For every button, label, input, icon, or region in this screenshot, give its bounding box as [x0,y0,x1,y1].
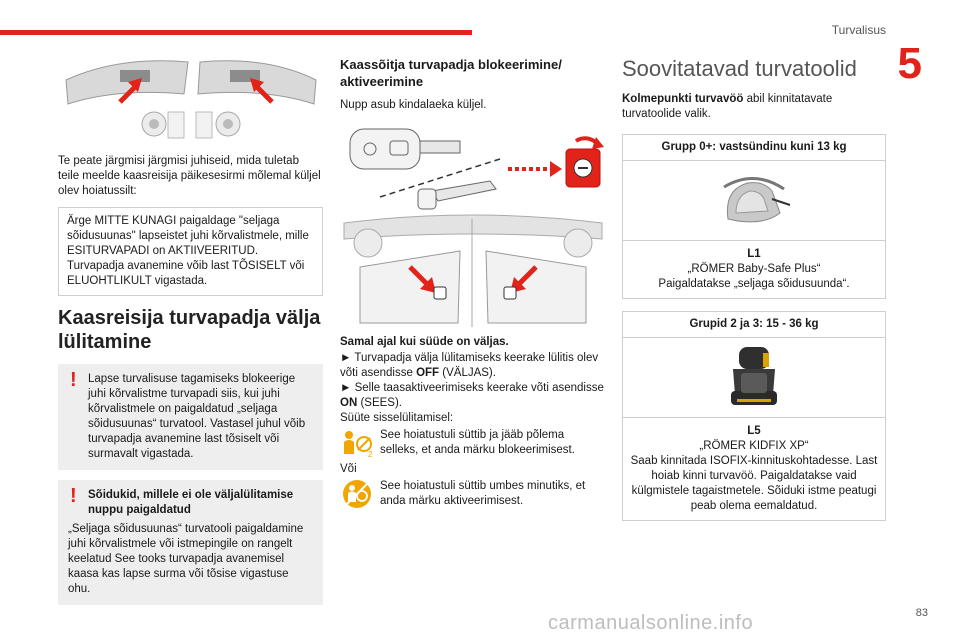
step-activate-c: (SEES). [357,397,402,409]
warning-light-off-text: See hoiatustuli süttib ja jääb põlema selleks, et anda märku blokeerimisest. [380,429,575,456]
seat-details [623,241,885,298]
step-deactivate-a: ► Turvapadja välja lülitamiseks keerake lülitis olev võti asendisse [340,352,599,379]
seat-name: „RÖMER Baby-Safe Plus“ [687,263,821,275]
booster-seat-image [719,343,789,413]
seat-image-cell [623,338,885,418]
seat-name: „RÖMER KIDFIX XP“ [699,440,809,452]
airbag-on-warning-icon [340,479,374,509]
key-switch-illustration [340,119,605,331]
intro-text: Te peate järgmisi järgmisi juhiseid, mida tuletab teile meelde kaasreisija päikesesirmi mõlemal küljel olev hoiatussilt: [58,155,321,197]
intro-rest: abil kinnitatavate turvatoolide valik. [622,93,833,120]
column-middle [340,48,605,513]
warning-light-on-row [340,479,605,509]
header-accent-bar [0,30,472,35]
step-activate-on: ON [340,397,358,409]
svg-text:2: 2 [368,450,373,458]
baby-carrier-seat-image [714,169,794,233]
seat-card-l5 [622,311,886,521]
warning-light-off-row [340,428,605,458]
or-text: Või [340,463,357,475]
step-deactivate-c: (VÄLJAS). [439,367,496,379]
seat-group-heading: Grupid 2 ja 3: 15 - 36 kg [623,312,885,338]
step-deactivate [340,351,605,381]
exclamation-icon: ! [70,369,77,391]
warning-2-text: „Seljaga sõidusuunas“ turvatooli paigaldamine juhi kõrvalistmele või istmepingile on rangelt keelatud See tooks turvapadja avanemisel kaasa kas lapse surma või tõsise vigastuse ohu. [68,523,304,595]
section-title: Turvalisus [831,23,886,37]
airbag-off-warning-icon [340,428,374,458]
column-left [58,48,323,615]
warning-box-2 [58,480,323,605]
section-heading-child-seats: Soovitatavad turvatoolid [622,56,857,81]
sun-visor-label-illustration [58,48,323,144]
step-activate-a: ► Selle taasaktiveerimiseks keerake võti asendisse [340,382,604,394]
warning-1-text: Lapse turvalisuse tagamiseks blokeerige juhi kõrvalistme turvapadi siis, kui juhi kõrvalistmele on paigaldatud „seljaga sõidusuunas“ turvatool. Vastasel juhul võib turvapadja avanemine last tõsiselt või surmavalt vigastada. [88,373,306,460]
warning-2-title: Sõidukid, millele ei ole väljalülitamise nuppu paigaldatud [88,489,294,516]
section-heading-airbag-switch: Kaassõitja turvapadja blokeerimine/ aktiveerimine [340,57,562,89]
seat-description: Saab kinnitada ISOFIX-kinnituskohtadesse. Last hoiab kinni turvavöö. Paigaldatakse vaid külgmistele tagaistmetele. Sõiduki istme peatugi peab olema eemaldatud. [630,455,878,512]
section-heading-deactivation: Kaasreisija turvapadja välja lülitamine [58,307,321,353]
seat-code: L1 [747,248,761,260]
ignition-on-text: Süüte sisselülitamisel: [340,412,454,424]
warning-label-box [58,207,323,296]
step-deactivate-off: OFF [416,367,440,379]
intro-bold: Kolmepunkti turvavöö [622,93,744,105]
seat-image-cell [623,161,885,241]
warning-light-on-text: See hoiatustuli süttib umbes minutiks, et anda märku aktiveerimisest. [380,480,586,507]
chapter-number: 5 [897,39,922,88]
child-seats-intro [622,92,886,122]
column-right [622,48,886,533]
seat-description: Paigaldatakse „seljaga sõidusuunda“. [658,278,850,290]
seat-details [623,418,885,520]
watermark: carmanualsonline.info [548,612,754,634]
ignition-off-text: Samal ajal kui süüde on väljas. [340,336,509,348]
warning-label-text: Ärge MITTE KUNAGI paigaldage "seljaga sõidusuunas" lapseistet juhi kõrvalistmele, mille ESITURVAPADI on AKTIIVEERITUD. Turvapadja avanemine võib last TÕSISELT või ELUOHTLIKULT vigastada. [67,215,309,287]
seat-card-l1 [622,134,886,299]
seat-code: L5 [747,425,761,437]
warning-box-1 [58,364,323,470]
exclamation-icon: ! [70,485,77,507]
seat-group-heading: Grupp 0+: vastsündinu kuni 13 kg [623,135,885,161]
page-number: 83 [915,607,928,619]
switch-location-text: Nupp asub kindalaeka küljel. [340,99,487,111]
step-activate [340,381,605,411]
